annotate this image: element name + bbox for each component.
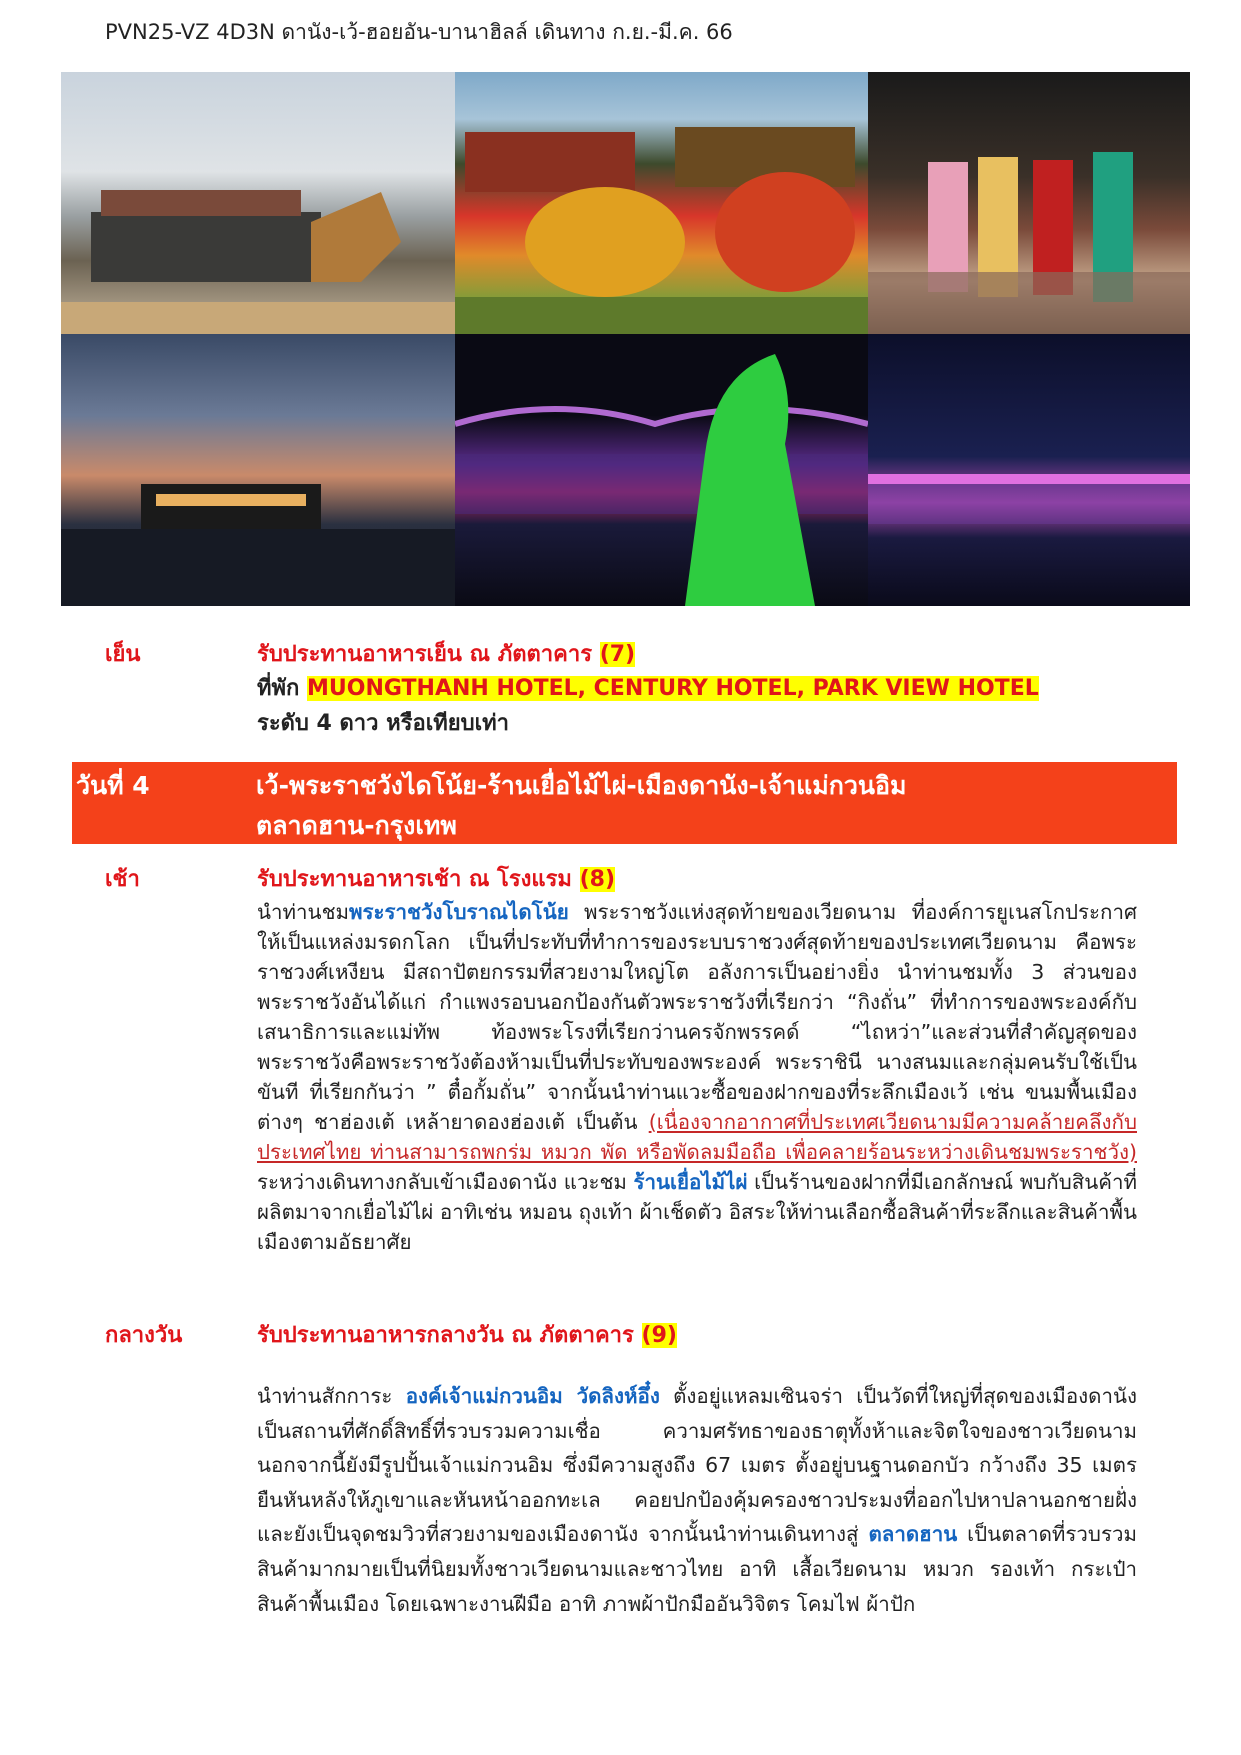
hotel-level: ระดับ 4 ดาว หรือเทียบเท่า [257, 711, 509, 736]
dainoi-palace-highlight: พระราชวังโบราณไดโน้ย [349, 900, 569, 924]
breakfast-title [257, 861, 615, 896]
morning-text-2: พระราชวังแห่งสุดท้ายของเวียดนาม ที่องค์การยูเนสโกประกาศให้เป็นแหล่งมรดกโลก เป็นที่ประทับที่ทำการของระบบราชวงศ์สุดท้ายของประเทศเวียดนาม คือพระราชวงศ์เหงียน มีสถาปัตยกรรมที่สวยงามใหญ่โต อลังการเป็นอย่างยิ่ง นำท่านชมทั้ง 3 ส่วนของพระราชวังอันได้แก่ กำแพงรอบนอกป้องกันตัวพระราชวังที่เรียกว่า “กิงถั่น” ที่ทำการของพระองค์กับเสนาธิการและแม่ทัพ ท้องพระโรงที่เรียกว่านครจักพรรคด์ “ไถหว่า”และส่วนที่สำคัญสุดของพระราชวังคือพระราชวังต้องห้ามเป็นที่ประทับของพระองค์ พระราชินี นางสนมและกลุ่มคนรับใช้เป็นขันที ที่เรียกกันว่า ” ตื๋อกั้มถั่น” จากนั้นนำท่านแวะซื้อของฝากของที่ระลึกเมืองเว้ เช่น ขนมพื้นเมืองต่างๆ ชาฮ่องเต้ เหล้ายาดองฮ่องเต้ เป็นต้น [257, 900, 1137, 1134]
han-market-highlight: ตลาดฮาน [868, 1522, 958, 1547]
day-title-line-1: เว้-พระราชวังไดโน้ย-ร้านเยื่อไม้ไผ่-เมืองดานัง-เจ้าแม่กวนอิม [256, 771, 907, 800]
dinner-meal-number: (7) [599, 642, 636, 667]
afternoon-text-1: นำท่านสักการะ [257, 1384, 406, 1408]
morning-text-3: ระหว่างเดินทางกลับเข้าเมืองดานัง แวะชม [257, 1170, 634, 1194]
afternoon-text-2: ตั้งอยู่แหลมเซินจร่า เป็นวัดที่ใหญ่ที่สุดของเมืองดานัง เป็นสถานที่ศักดิ์สิทธิ์ที่รวบรวมความเชื่อ ความศรัทธาของธาตุทั้งห้าและจิตใจของชาวเวียดนาม นอกจากนี้ยังมีรูปปั้นเจ้าแม่กวนอิม ซึ่งมีความสูงถึง 67 เมตร ตั้งอยู่บนฐานดอกบัว กว้างถึง 35 เมตร ยืนหันหลังให้ภูเขาและหันหน้าออกทะเล คอยปกป้องคุ้มครองชาวประมงที่ออกไปหาปลานอกชายฝั่ง และยังเป็นจุดชมวิวที่สวยงามของเมืองดานัง จากนั้นนำท่านเดินทางสู่ [257, 1384, 1137, 1547]
day-title-line-2: ตลาดฮาน-กรุงเทพ [256, 811, 457, 840]
afternoon-text-3: เป็นตลาดที่รวบรวมสินค้ามากมายเป็นที่นิยมทั้งชาวเวียดนามและชาวไทย อาทิ เสื้อเวียดนาม หมวก รองเท้า กระเป๋า สินค้าพื้นเมือง โดยเฉพาะงานฝีมือ อาทิ ภาพผ้าปักมืออันวิจิตร โคมไฟ ผ้าปัก [257, 1522, 1137, 1616]
dinner-title [257, 636, 635, 671]
night-bridge-dragon-photo [455, 334, 868, 606]
ao-dai-singers-photo [868, 72, 1190, 334]
bamboo-shop-highlight: ร้านเยื่อไม้ไผ่ [633, 1170, 748, 1194]
dragon-boat-river-photo [61, 72, 455, 334]
lunch-label: กลางวัน [105, 1323, 183, 1348]
dragon-boats-docked-photo [455, 72, 868, 334]
morning-description [257, 897, 1137, 1257]
morning-text-1: นำท่านชม [257, 900, 349, 924]
sunset-river-boat-photo [61, 334, 455, 606]
lunch-title [257, 1317, 677, 1352]
weather-note: (เนื่องจากอากาศที่ประเทศเวียดนามมีความคล้ายคลึงกับประเทศไทย ท่านสามารถพกร่ม หมวก พัด หรือพัดลมมือถือ เพื่อคลายร้อนระหว่างเดินชมพระราชวัง) [257, 1110, 1137, 1164]
lunch-meal-number: (9) [641, 1323, 677, 1348]
tour-code-header: PVN25-VZ 4D3N ดานัง-เว้-ฮอยอัน-บานาฮิลล์ เดินทาง ก.ย.-มี.ค. 66 [105, 20, 733, 44]
breakfast-meal-number: (8) [579, 867, 616, 892]
lunch-title-text: รับประทานอาหารกลางวัน ณ ภัตตาคาร [257, 1323, 634, 1348]
day-4-banner [72, 762, 1177, 844]
stay-prefix: ที่พัก [257, 676, 300, 701]
morning-text-4: เป็นร้านของฝากที่มีเอกลักษณ์ พบกับสินค้าที่ผลิตมาจากเยื่อไม้ไผ่ อาทิเช่น หมอน ถุงเท้า ผ้าเช็ดตัว อิสระให้ท่านเลือกซื้อสินค้าที่ระลึกและสินค้าพื้นเมืองตามอัธยาศัย [257, 1170, 1137, 1254]
dinner-title-text: รับประทานอาหารเย็น ณ ภัตตาคาร [257, 642, 593, 667]
afternoon-description [257, 1379, 1137, 1621]
hotel-names: MUONGTHANH HOTEL, CENTURY HOTEL, PARK VIEW HOTEL [307, 676, 1039, 701]
guanyin-temple-highlight: องค์เจ้าแม่กวนอิม วัดลิงห์อึ๋ง [405, 1384, 660, 1408]
breakfast-label: เช้า [105, 867, 140, 892]
hotel-line [257, 670, 1039, 705]
dinner-label: เย็น [105, 642, 141, 667]
breakfast-title-text: รับประทานอาหารเช้า ณ โรงแรม [257, 867, 572, 892]
night-bridge-lights-photo [868, 334, 1190, 606]
day-number: วันที่ 4 [76, 771, 150, 800]
